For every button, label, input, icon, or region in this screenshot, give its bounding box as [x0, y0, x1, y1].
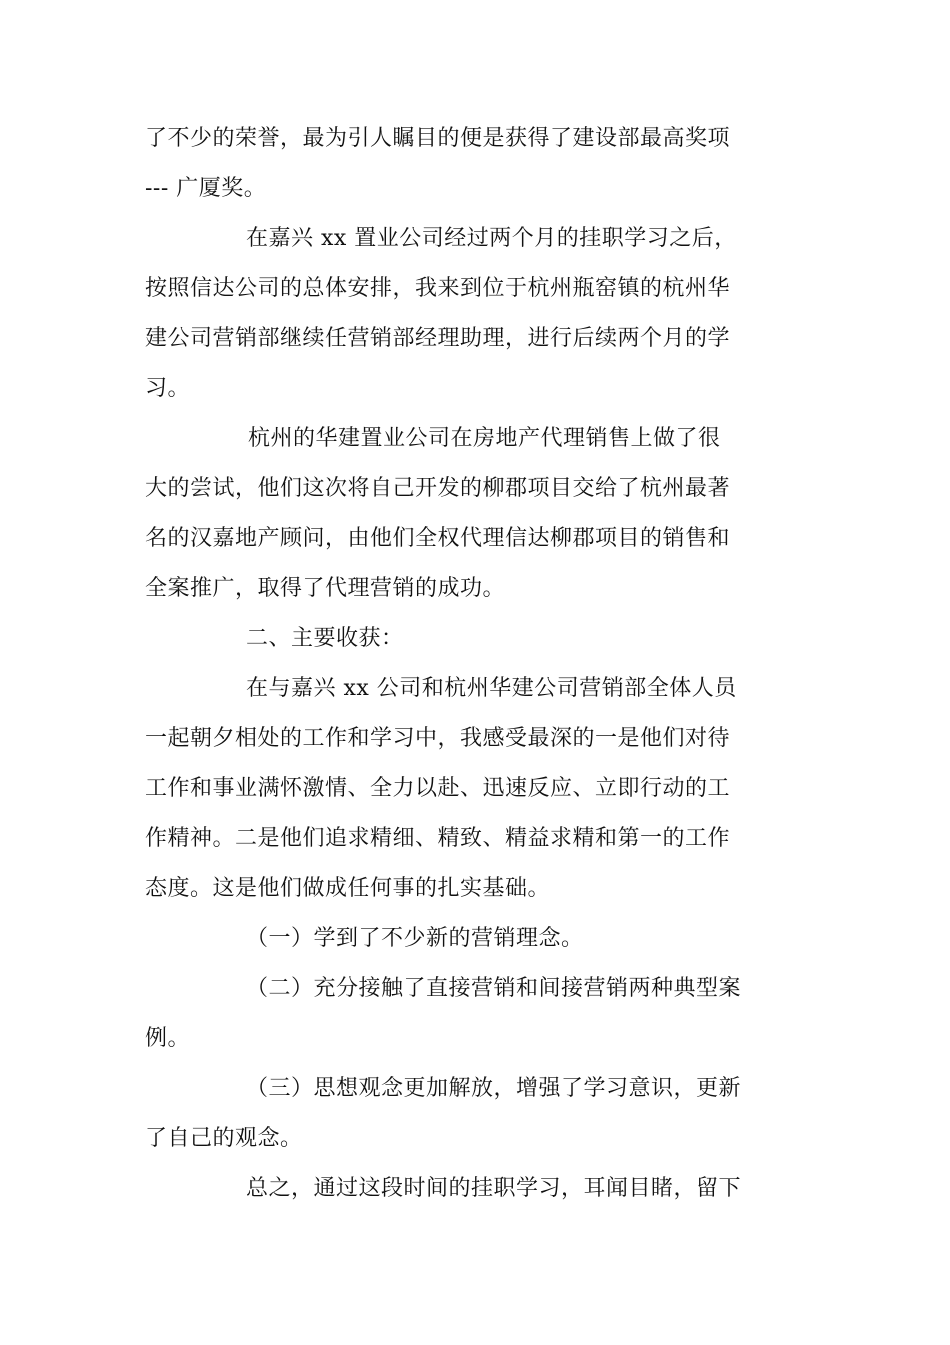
text-line: 杭州的华建置业公司在房地产代理销售上做了很 — [248, 426, 721, 451]
list-item: （二）充分接触了直接营销和间接营销两种典型案 — [246, 976, 742, 1001]
list-item: （三）思想观念更加解放，增强了学习意识，更新 — [246, 1076, 742, 1101]
text-line: 建公司营销部继续任营销部经理助理，进行后续两个月的学 — [145, 326, 731, 351]
text-line: 在嘉兴 xx 置业公司经过两个月的挂职学习之后， — [246, 226, 737, 251]
text-line: 名的汉嘉地产顾问，由他们全权代理信达柳郡项目的销售和 — [145, 526, 731, 551]
text-line: 习。 — [145, 376, 191, 401]
list-item: （一）学到了不少新的营销理念。 — [246, 926, 584, 951]
section-heading: 二、主要收获： — [246, 626, 404, 651]
text-line: 例。 — [145, 1026, 191, 1051]
text-line: 一起朝夕相处的工作和学习中，我感受最深的一是他们对待 — [145, 726, 731, 751]
text-line: 了不少的荣誉，最为引人瞩目的便是获得了建设部最高奖项 — [145, 126, 731, 151]
text-line: 工作和事业满怀激情、全力以赴、迅速反应、立即行动的工 — [145, 776, 731, 801]
text-line: 大的尝试，他们这次将自己开发的柳郡项目交给了杭州最著 — [145, 476, 731, 501]
text-line: 按照信达公司的总体安排，我来到位于杭州瓶窑镇的杭州华 — [145, 276, 731, 301]
text-line: 态度。这是他们做成任何事的扎实基础。 — [145, 876, 551, 901]
text-line: 总之，通过这段时间的挂职学习，耳闻目睹，留下 — [246, 1176, 742, 1201]
text-line: 了自己的观念。 — [145, 1126, 303, 1151]
text-line: --- 广厦奖。 — [145, 176, 267, 201]
text-line: 在与嘉兴 xx 公司和杭州华建公司营销部全体人员 — [246, 676, 737, 701]
text-line: 作精神。二是他们追求精细、精致、精益求精和第一的工作 — [145, 826, 731, 851]
text-line: 全案推广，取得了代理营销的成功。 — [145, 576, 506, 601]
